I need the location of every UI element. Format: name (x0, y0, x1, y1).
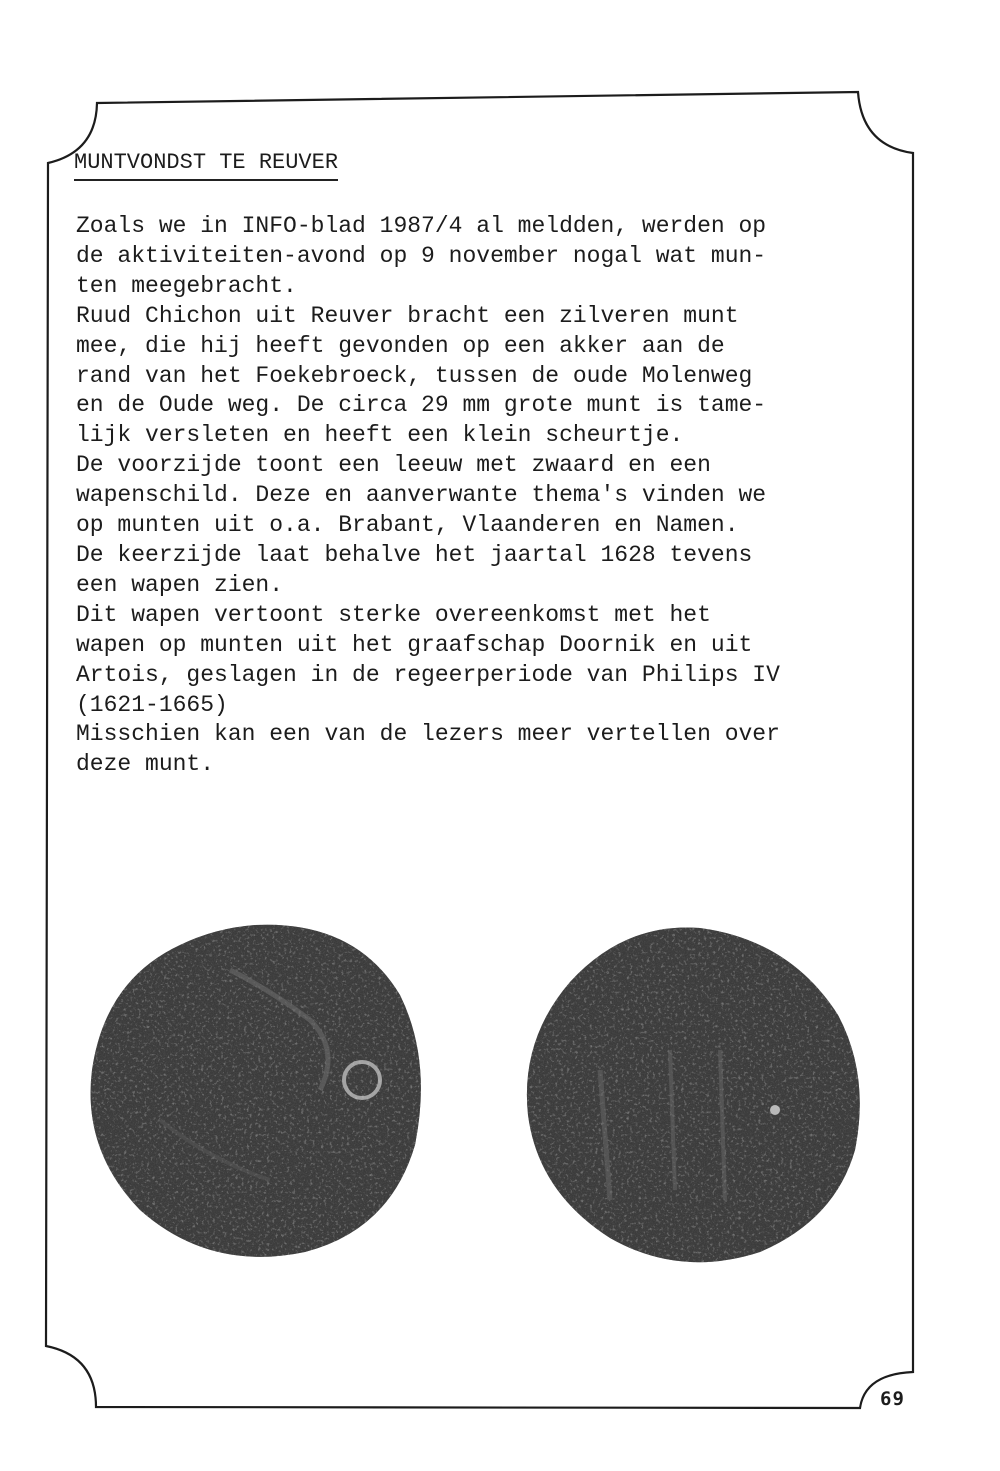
body-line: en de Oude weg. De circa 29 mm grote munt is tame- (76, 392, 767, 419)
body-line: De voorzijde toont een leeuw met zwaard en een (76, 452, 711, 479)
body-line: lijk versleten en heeft een klein scheurtje. (76, 422, 684, 449)
body-line: deze munt. (76, 751, 215, 778)
body-line: Artois, geslagen in de regeerperiode van Philips IV (76, 661, 780, 688)
body-line: wapen op munten uit het graafschap Doornik en uit (76, 631, 753, 658)
body-line: de aktiviteiten-avond op 9 november nogal wat mun- (76, 242, 767, 269)
body-line: Dit wapen vertoont sterke overeenkomst met het (76, 601, 711, 628)
body-line: De keerzijde laat behalve het jaartal 1628 tevens (76, 541, 753, 568)
body-line: Misschien kan een van de lezers meer vertellen over (76, 721, 780, 748)
coin-photographs (70, 900, 890, 1300)
body-line: rand van het Foekebroeck, tussen de oude Molenweg (76, 362, 753, 389)
body-line: wapenschild. Deze en aanverwante thema's vinden we (76, 482, 767, 509)
coin-obverse-image (91, 925, 421, 1257)
body-line: mee, die hij heeft gevonden op een akker aan de (76, 332, 725, 359)
article-body (76, 212, 886, 780)
coin-reverse-image (527, 927, 860, 1262)
body-line: Ruud Chichon uit Reuver bracht een zilveren munt (76, 302, 739, 329)
page-number: 69 (880, 1388, 905, 1410)
body-line: Zoals we in INFO-blad 1987/4 al meldden, werden op (76, 213, 767, 239)
body-line: een wapen zien. (76, 571, 284, 598)
article-title: MUNTVONDST TE REUVER (74, 150, 338, 181)
body-line: ten meegebracht. (76, 272, 297, 299)
body-line: (1621-1665) (76, 691, 228, 718)
body-line: op munten uit o.a. Brabant, Vlaanderen en Namen. (76, 512, 739, 539)
